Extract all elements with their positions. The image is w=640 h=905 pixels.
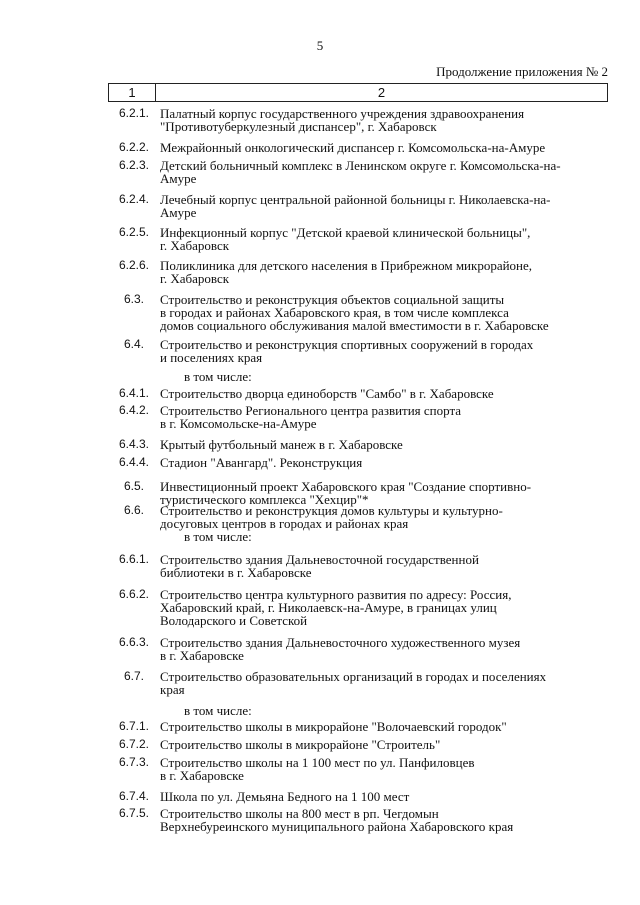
row-number: 6.2.3. — [118, 158, 150, 172]
table-row — [108, 790, 608, 803]
table-header-col2: 2 — [377, 85, 386, 100]
table-row — [108, 530, 608, 543]
table-row — [108, 720, 608, 733]
row-number: 6.7.3. — [118, 755, 150, 769]
row-number: 6.6.2. — [118, 587, 150, 601]
page-number: 5 — [316, 38, 324, 53]
row-text: Детский больничный комплекс в Ленинском округе г. Комсомольска-на- Амуре — [160, 158, 561, 186]
row-number: 6.5. — [123, 479, 144, 493]
row-number — [108, 704, 160, 717]
table-row — [108, 107, 608, 133]
row-text: Строительство здания Дальневосточной государственной библиотеки в г. Хабаровске — [160, 552, 479, 580]
row-text: Строительство школы в микрорайоне "Строитель" — [160, 737, 441, 752]
row-text: Межрайонный онкологический диспансер г. Комсомольска-на-Амуре — [160, 140, 546, 155]
row-number: 6.2.1. — [118, 106, 150, 120]
table-header-row — [108, 83, 608, 102]
row-text: Строительство и реконструкция спортивных сооружений в городах и поселениях края — [160, 337, 534, 365]
row-text: Строительство и реконструкция объектов социальной защиты в городах и районах Хабаровского края, в том числе комплекса домов социального обслуживания малой вместимости в г. Хабаровске — [160, 292, 549, 333]
table-row — [108, 438, 608, 451]
row-number — [108, 530, 160, 543]
row-number: 6.2.6. — [118, 258, 150, 272]
table-row — [108, 387, 608, 400]
row-number: 6.4.2. — [118, 403, 150, 417]
table-row — [108, 588, 608, 627]
table-row — [108, 370, 608, 383]
row-number: 6.7.2. — [118, 737, 150, 751]
table-row — [108, 553, 608, 579]
row-number: 6.3. — [123, 292, 144, 306]
table-row — [108, 141, 608, 154]
row-number: 6.2.2. — [118, 140, 150, 154]
row-text: Строительство Регионального центра развития спорта в г. Комсомольске-на-Амуре — [160, 403, 462, 431]
row-text: Строительство образовательных организаций в городах и поселениях края — [160, 669, 547, 697]
row-text: Поликлиника для детского населения в Прибрежном микрорайоне, г. Хабаровск — [160, 258, 533, 286]
row-text: Инвестиционный проект Хабаровского края "Создание спортивно- туристического комплекса "Хехцир"* — [160, 479, 532, 507]
table-row — [108, 404, 608, 430]
row-number: 6.7.4. — [118, 789, 150, 803]
table-row — [108, 193, 608, 219]
table-row — [108, 504, 608, 530]
row-text: Строительство здания Дальневосточного художественного музея в г. Хабаровске — [160, 635, 521, 663]
table-header-col1: 1 — [109, 84, 156, 101]
row-text: Строительство школы на 800 мест в рп. Чегдомын Верхнебуреинского муниципального района Хабаровского края — [160, 806, 514, 834]
row-number: 6.4.3. — [118, 437, 150, 451]
table-row — [108, 756, 608, 782]
row-text: Строительство школы на 1 100 мест по ул. Панфиловцев в г. Хабаровске — [160, 755, 475, 783]
row-number: 6.4. — [123, 337, 144, 351]
row-text: Строительство дворца единоборств "Самбо" в г. Хабаровске — [160, 386, 494, 401]
table-row — [108, 159, 608, 185]
row-number: 6.7.5. — [118, 806, 150, 820]
table-row — [108, 226, 608, 252]
row-number: 6.6. — [123, 503, 144, 517]
row-number: 6.6.3. — [118, 635, 150, 649]
row-text: Стадион "Авангард". Реконструкция — [160, 455, 363, 470]
row-text: Строительство школы в микрорайоне "Волочаевский городок" — [160, 719, 507, 734]
row-text: Крытый футбольный манеж в г. Хабаровске — [160, 437, 403, 452]
table-row — [108, 738, 608, 751]
row-text: Лечебный корпус центральной районной больницы г. Николаевска-на- Амуре — [160, 192, 551, 220]
table-row — [108, 704, 608, 717]
row-number: 6.4.4. — [118, 455, 150, 469]
row-number: 6.7.1. — [118, 719, 150, 733]
table-row — [108, 456, 608, 469]
row-text: в том числе: — [184, 703, 252, 718]
row-text: Строительство и реконструкция домов культуры и культурно- досуговых центров в городах и районах края — [160, 503, 503, 531]
table-row — [108, 807, 608, 833]
appendix-continuation-label: Продолжение приложения № 2 — [436, 64, 608, 79]
row-number — [108, 370, 160, 383]
row-number: 6.2.4. — [118, 192, 150, 206]
row-text: в том числе: — [184, 529, 252, 544]
row-number: 6.4.1. — [118, 386, 150, 400]
row-text: Школа по ул. Демьяна Бедного на 1 100 мест — [160, 789, 410, 804]
table-row — [108, 338, 608, 364]
row-text: Инфекционный корпус "Детской краевой клинической больницы", г. Хабаровск — [160, 225, 531, 253]
row-text: Строительство центра культурного развития по адресу: Россия, Хабаровский край, г. Николаевск-на-Амуре, в границах улиц Володарского и Советской — [160, 587, 512, 628]
table-row — [108, 259, 608, 285]
row-number: 6.2.5. — [118, 225, 150, 239]
table-row — [108, 670, 608, 696]
table-row — [108, 293, 608, 332]
table-row — [108, 636, 608, 662]
row-number: 6.7. — [123, 669, 144, 683]
row-number: 6.6.1. — [118, 552, 150, 566]
row-text: в том числе: — [184, 369, 252, 384]
row-text: Палатный корпус государственного учреждения здравоохранения "Противотуберкулезный диспансер", г. Хабаровск — [160, 106, 525, 134]
